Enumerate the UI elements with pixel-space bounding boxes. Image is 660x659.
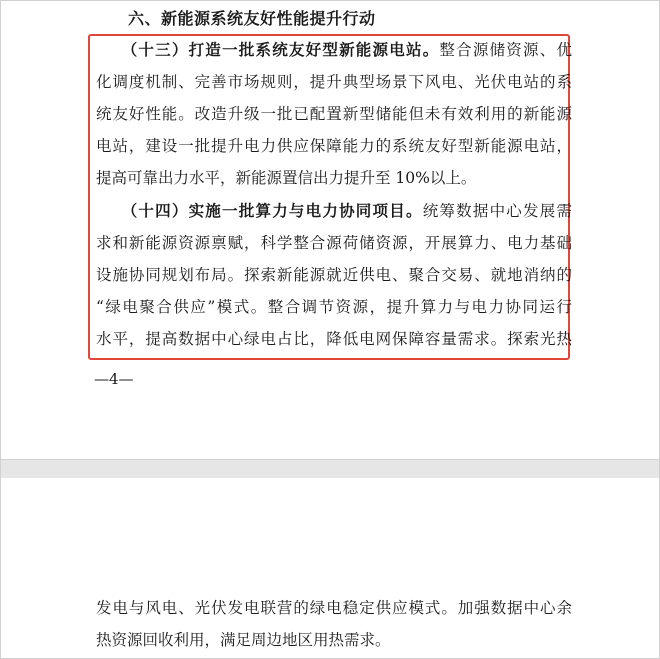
paragraph-13-line-4: 电站，建设一批提升电力供应保障能力的系统友好型新能源电站，	[96, 137, 572, 155]
paragraph-14	[96, 195, 572, 355]
section-heading: 六、新能源系统友好性能提升行动	[128, 9, 376, 28]
paragraph-14-line-5: 水平，提高数据中心绿电占比，降低电网保障容量需求。探索光热	[96, 330, 572, 348]
page-number: —4—	[94, 370, 134, 388]
paragraph-13-text: 整合源储资源、优	[439, 41, 572, 59]
paragraph-13-line-2: 化调度机制、完善市场规则，提升典型场景下风电、光伏电站的系	[96, 73, 572, 91]
paragraph-14-continuation	[96, 592, 572, 656]
paragraph-14-line-4: “绿电聚合供应”模式。整合调节资源，提升算力与电力协同运行	[96, 298, 572, 316]
page-break-separator	[1, 459, 659, 479]
paragraph-13-line-1	[96, 34, 572, 66]
paragraph-14-text: 统筹数据中心发展需	[422, 202, 572, 220]
paragraph-14-title: （十四）实施一批算力与电力协同项目。	[129, 201, 423, 220]
continuation-line-2: 热资源回收利用，满足周边地区用热需求。	[96, 631, 391, 649]
paragraph-14-line-3: 设施协同规划布局。探索新能源就近供电、聚合交易、就地消纳的	[96, 266, 572, 284]
paragraph-13-title: （十三）打造一批系统友好型新能源电站。	[129, 40, 440, 59]
paragraph-14-line-2: 求和新能源资源禀赋，科学整合源荷储资源，开展算力、电力基础	[96, 234, 572, 252]
paragraph-13-line-3: 统友好性能。改造升级一批已配置新型储能但未有效利用的新能源	[96, 105, 572, 123]
paragraph-13	[96, 34, 572, 194]
paragraph-13-line-5: 提高可靠出力水平，新能源置信出力提升至 10%以上。	[96, 169, 477, 187]
paragraph-14-line-1	[96, 195, 572, 227]
continuation-line-1: 发电与风电、光伏发电联营的绿电稳定供应模式。加强数据中心余	[96, 599, 572, 617]
